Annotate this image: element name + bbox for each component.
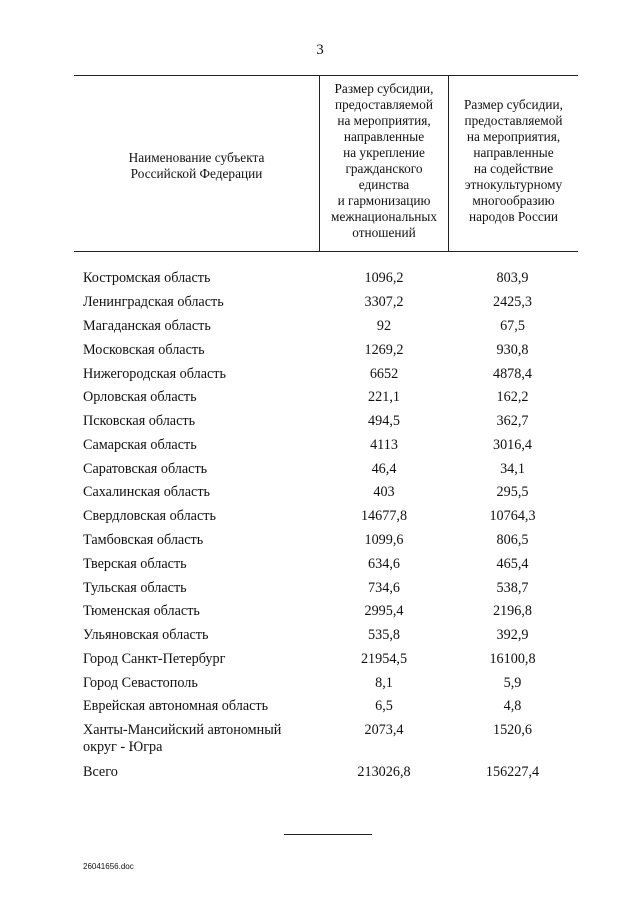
header-line: на мероприятия,	[337, 113, 431, 128]
region-name: Орловская область	[83, 389, 197, 405]
header-line: и гармонизацию	[337, 193, 431, 208]
table-header-bottom-rule	[74, 251, 578, 252]
subsidy-diversity-value: 930,8	[496, 342, 529, 358]
region-name: Еврейская автономная область	[83, 698, 269, 714]
region-name: Саратовская область	[83, 461, 208, 477]
subsidy-unity-value: 403	[373, 484, 395, 500]
region-name: Тюменская область	[83, 603, 200, 619]
header-line: Размер субсидии,	[334, 81, 434, 96]
header-line: отношений	[352, 225, 416, 240]
header-subsidy-unity	[320, 81, 448, 241]
subsidy-diversity-value: 362,7	[496, 413, 529, 429]
header-line: предоставляемой	[335, 97, 433, 112]
subsidy-unity-value: 494,5	[368, 413, 400, 429]
subsidy-unity-value: 14677,8	[360, 508, 408, 524]
subsidy-diversity-value: 67,5	[500, 318, 525, 334]
subsidy-unity-value: 8,1	[375, 675, 393, 691]
table-top-rule	[74, 75, 578, 76]
subsidy-unity-value: 1269,2	[364, 342, 404, 358]
subsidy-unity-value: 1096,2	[364, 270, 404, 286]
document-id: 26041656.doc	[83, 862, 134, 871]
total-diversity-value: 156227,4	[485, 764, 540, 780]
region-name: Ульяновская область	[83, 627, 209, 643]
subsidy-diversity-value: 4878,4	[492, 366, 532, 382]
region-name: Тульская область	[83, 580, 187, 596]
header-line: на содействие	[473, 161, 554, 176]
region-name: Костромская область	[83, 270, 211, 286]
footer-divider	[284, 834, 372, 835]
subsidy-diversity-value: 806,5	[496, 532, 529, 548]
subsidy-unity-value: 46,4	[371, 461, 397, 477]
header-line: направленные	[343, 129, 425, 144]
subsidy-diversity-value: 2425,3	[492, 294, 532, 310]
region-name: Свердловская область	[83, 508, 216, 524]
subsidy-unity-value: 92	[376, 318, 392, 334]
subsidy-unity-value: 4113	[370, 437, 398, 453]
page-number: 3	[316, 42, 324, 58]
header-region-line: Российской Федерации	[130, 166, 263, 181]
subsidy-unity-value: 21954,5	[360, 651, 408, 667]
region-name: Тверская область	[83, 556, 187, 572]
header-line: предоставляемой	[464, 113, 563, 128]
subsidy-diversity-value: 1520,6	[492, 722, 532, 738]
header-line: единства	[358, 177, 410, 192]
subsidy-unity-value: 2073,4	[364, 722, 404, 738]
region-name: Сахалинская область	[83, 484, 211, 500]
region-name: Тамбовская область	[83, 532, 204, 548]
subsidy-unity-value: 634,6	[368, 556, 400, 572]
subsidy-unity-value: 535,8	[368, 627, 400, 643]
subsidy-diversity-value: 465,4	[496, 556, 529, 572]
subsidy-diversity-value: 803,9	[496, 270, 529, 286]
header-line: многообразию	[472, 193, 555, 208]
region-name-continued: округ - Югра	[83, 739, 163, 755]
header-subsidy-diversity	[449, 97, 578, 225]
header-line: народов России	[468, 209, 559, 224]
subsidy-unity-value: 734,6	[368, 580, 400, 596]
subsidy-diversity-value: 2196,8	[492, 603, 532, 619]
region-name: Город Севастополь	[83, 675, 198, 691]
header-line: на мероприятия,	[466, 129, 561, 144]
subsidy-unity-value: 3307,2	[364, 294, 404, 310]
header-line: направленные	[473, 145, 554, 160]
region-name: Нижегородская область	[83, 366, 226, 382]
subsidy-diversity-value: 392,9	[496, 627, 529, 643]
region-name: Магаданская область	[83, 318, 211, 334]
subsidy-diversity-value: 5,9	[503, 675, 522, 691]
region-name: Ленинградская область	[83, 294, 224, 310]
header-line: гражданского	[345, 161, 423, 176]
header-line: этнокультурному	[464, 177, 563, 192]
subsidy-diversity-value: 10764,3	[489, 508, 536, 524]
subsidy-unity-value: 221,1	[368, 389, 400, 405]
subsidy-diversity-value: 295,5	[496, 484, 529, 500]
region-name: Город Санкт-Петербург	[83, 651, 226, 667]
header-line: Размер субсидии,	[464, 97, 563, 112]
subsidy-unity-value: 2995,4	[364, 603, 404, 619]
total-unity-value: 213026,8	[357, 764, 411, 780]
subsidy-diversity-value: 538,7	[496, 580, 529, 596]
region-name: Псковская область	[83, 413, 196, 429]
header-region-line: Наименование субъекта	[128, 150, 265, 165]
total-label: Всего	[83, 764, 118, 780]
header-line: межнациональных	[331, 209, 437, 224]
subsidy-diversity-value: 3016,4	[492, 437, 532, 453]
region-name: Московская область	[83, 342, 205, 358]
subsidy-diversity-value: 4,8	[503, 698, 522, 714]
subsidy-unity-value: 6,5	[375, 698, 393, 714]
subsidy-unity-value: 1099,6	[364, 532, 404, 548]
subsidy-diversity-value: 162,2	[496, 389, 529, 405]
region-name: Самарская область	[83, 437, 197, 453]
header-line: на укрепление	[343, 145, 425, 160]
header-region-name	[74, 150, 319, 182]
region-name: Ханты-Мансийский автономный	[83, 722, 282, 738]
subsidy-diversity-value: 16100,8	[489, 651, 536, 667]
subsidy-unity-value: 6652	[369, 366, 399, 382]
subsidy-diversity-value: 34,1	[500, 461, 525, 477]
